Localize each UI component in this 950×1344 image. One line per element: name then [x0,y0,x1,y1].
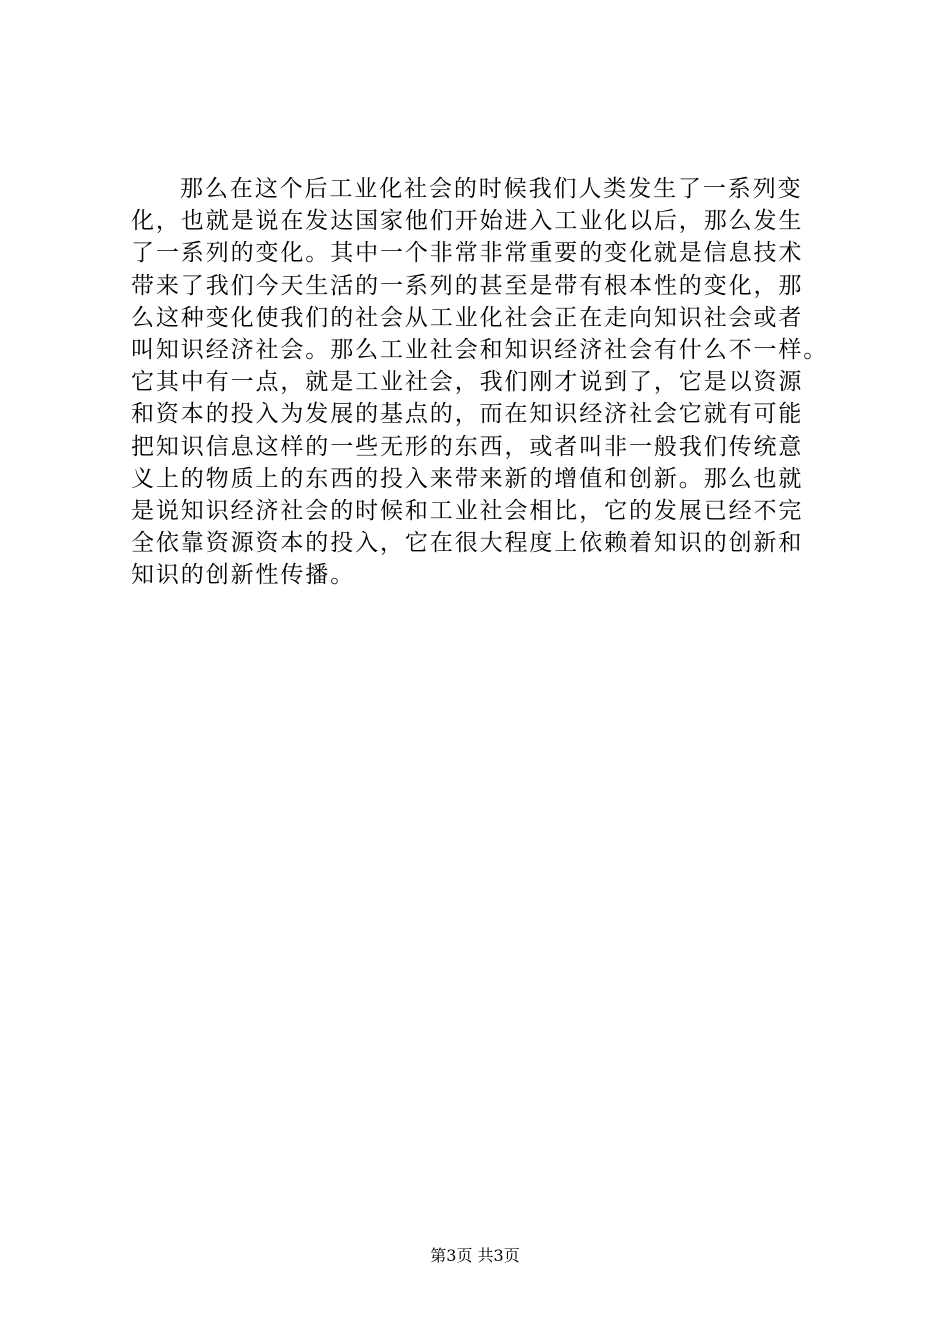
paragraph-line: 么这种变化使我们的社会从工业化社会正在走向知识社会或者 [131,304,804,331]
paragraph-line: 那么在这个后工业化社会的时候我们人类发生了一系列变 [180,176,803,202]
paragraph-line: 全依靠资源资本的投入，它在很大程度上依赖着知识的创新和 [131,530,804,557]
paragraph-line: 了一系列的变化。其中一个非常非常重要的变化就是信息技术 [131,240,804,267]
paragraph-line: 义上的物质上的东西的投入来带来新的增值和创新。那么也就 [131,465,804,492]
paragraph-line: 和资本的投入为发展的基点的，而在知识经济社会它就有可能 [131,401,804,428]
paragraph-line: 是说知识经济社会的时候和工业社会相比，它的发展已经不完 [131,498,804,525]
page-number: 第3页 共3页 [430,1246,520,1265]
body-paragraph [131,173,829,592]
paragraph-line: 带来了我们今天生活的一系列的甚至是带有根本性的变化，那 [131,272,804,299]
paragraph-line: 化，也就是说在发达国家他们开始进入工业化以后，那么发生 [131,208,804,235]
page-footer [0,1246,950,1266]
paragraph-line: 叫知识经济社会。那么工业社会和知识经济社会有什么不一样。 [131,337,829,364]
paragraph-line: 知识的创新性传播。 [131,562,356,589]
paragraph-line: 把知识信息这样的一些无形的东西，或者叫非一般我们传统意 [131,433,804,460]
paragraph-line: 它其中有一点，就是工业社会，我们刚才说到了，它是以资源 [131,369,804,396]
